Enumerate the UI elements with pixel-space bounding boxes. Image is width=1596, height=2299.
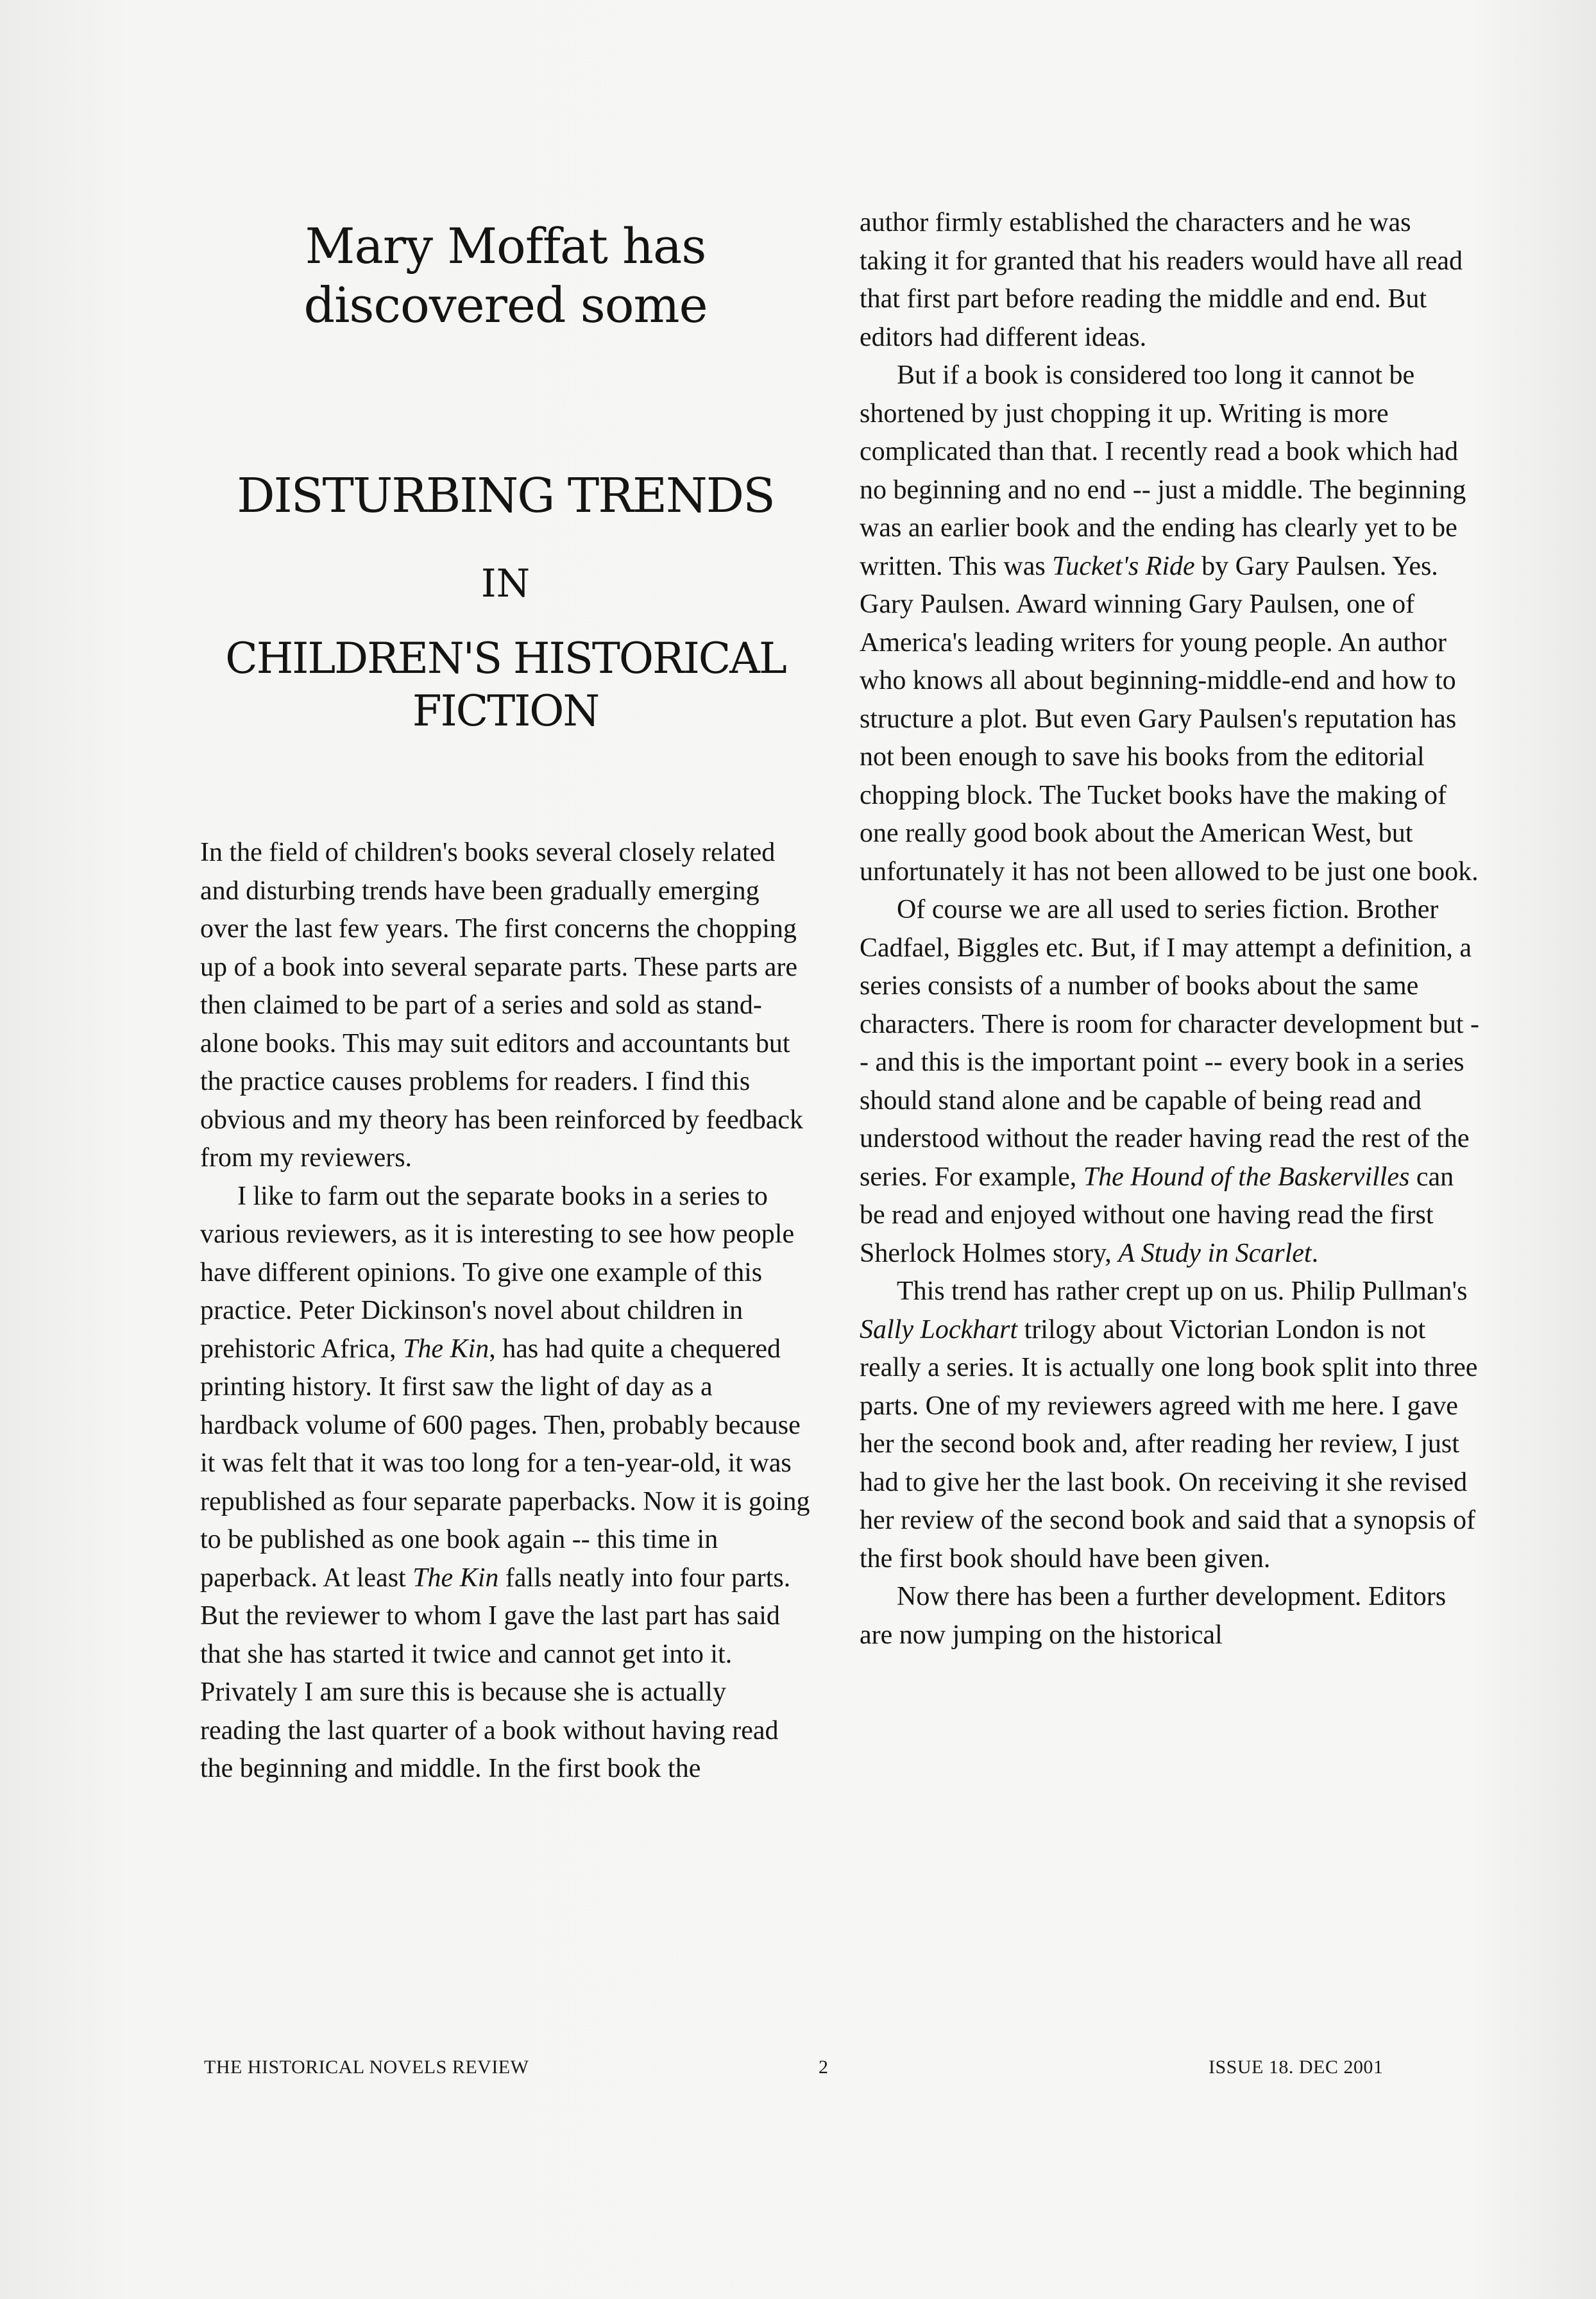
article-paragraph: This trend has rather crept up on us. Philip Pullman's Sally Lockhart trilogy about Victorian London is not really a series. It is actually one long book split into three parts. One of my reviewers agreed with me here. I gave her the second book and, after reading her review, I just had to give her the last book. On receiving it she revised her review of the second book and said that a synopsis of the first book should have been given. <box>860 1277 1478 1574</box>
article-paragraph: In the field of children's books several closely related and disturbing trends have been gradually emerging over the last few years. The first concerns the chopping up of a book into several separate parts. These parts are then claimed to be part of a series and sold as stand-alone books. This may suit editors and accountants but the practice causes problems for readers. I find this obvious and my theory has been reinforced by feedback from my reviewers. <box>200 838 803 1173</box>
article-left-column <box>200 834 811 1788</box>
headline-in: IN <box>480 561 531 606</box>
footer-publication: THE HISTORICAL NOVELS REVIEW <box>204 2057 529 2078</box>
headline-sub-line-1: CHILDREN'S HISTORICAL <box>225 634 786 683</box>
article-paragraph: But if a book is considered too long it cannot be shortened by just chopping it up. Writing is more complicated than that. I recently read a book which had no beginning and no end -- just a middle. The beginning was an earlier book and the ending has clearly yet to be written. This was Tucket's Ride by Gary Paulsen. Yes. Gary Paulsen. Award winning Gary Paulsen, one of America's leading writers for young people. An author who knows all about beginning-middle-end and how to structure a plot. But even Gary Paulsen's reputation has not been enough to save his books from the editorial chopping block. The Tucket books have the making of one really good book about the American West, but unfortunately it has not been allowed to be just one book. <box>860 361 1479 887</box>
headline-top-line-2: discovered some <box>303 276 708 334</box>
book-title: The Kin <box>403 1334 489 1364</box>
headline-top-line-1: Mary Moffat has <box>305 217 706 275</box>
headline-main: DISTURBING TRENDS <box>237 468 774 523</box>
book-title: The Hound of the Baskervilles <box>1083 1162 1410 1192</box>
book-title: Sally Lockhart <box>860 1314 1018 1345</box>
article-right-column <box>860 204 1481 1654</box>
headline-sub-line-2: FICTION <box>412 686 599 736</box>
article-paragraph: Of course we are all used to series fiction. Brother Cadfael, Biggles etc. But, if I may attempt a definition, a series consists of a number of books about the same characters. There is room for character development but -- and this is the important point -- every book in a series should stand alone and be capable of being read and understood without the reader having read the rest of the series. For example, The Hound of the Baskervilles can be read and enjoyed without one having read the first Sherlock Holmes story, A Study in Scarlet. <box>860 895 1479 1268</box>
headline-top <box>200 217 811 335</box>
footer-issue: ISSUE 18. DEC 2001 <box>1209 2057 1384 2078</box>
book-title: A Study in Scarlet <box>1118 1238 1312 1268</box>
footer-page-number: 2 <box>819 2057 829 2078</box>
article-paragraph: I like to farm out the separate books in a series to various reviewers, as it is interesting to see how people have different opinions. To give one example of this practice. Peter Dickinson's novel about children in prehistoric Africa, The Kin, has had quite a chequered printing history. It first saw the light of day as a hardback volume of 600 pages. Then, probably because it was felt that it was too long for a ten-year-old, it was republished as four separate paperbacks. Now it is going to be published as one book again -- this time in paperback. At least The Kin falls neatly into four parts. But the reviewer to whom I gave the last part has said that she has started it twice and cannot get into it. Privately I am sure this is because she is actually reading the last quarter of a book without having read the beginning and middle. In the first book the <box>200 1181 810 1783</box>
article-paragraph: Now there has been a further development. Editors are now jumping on the historical <box>860 1582 1447 1650</box>
article-paragraph: author firmly established the characters and he was taking it for granted that his readers would have all read that first part before reading the middle and end. But editors had different ideas. <box>860 208 1463 352</box>
headline-sub <box>200 632 811 738</box>
book-title: The Kin <box>412 1563 499 1593</box>
book-title: Tucket's Ride <box>1052 551 1195 581</box>
